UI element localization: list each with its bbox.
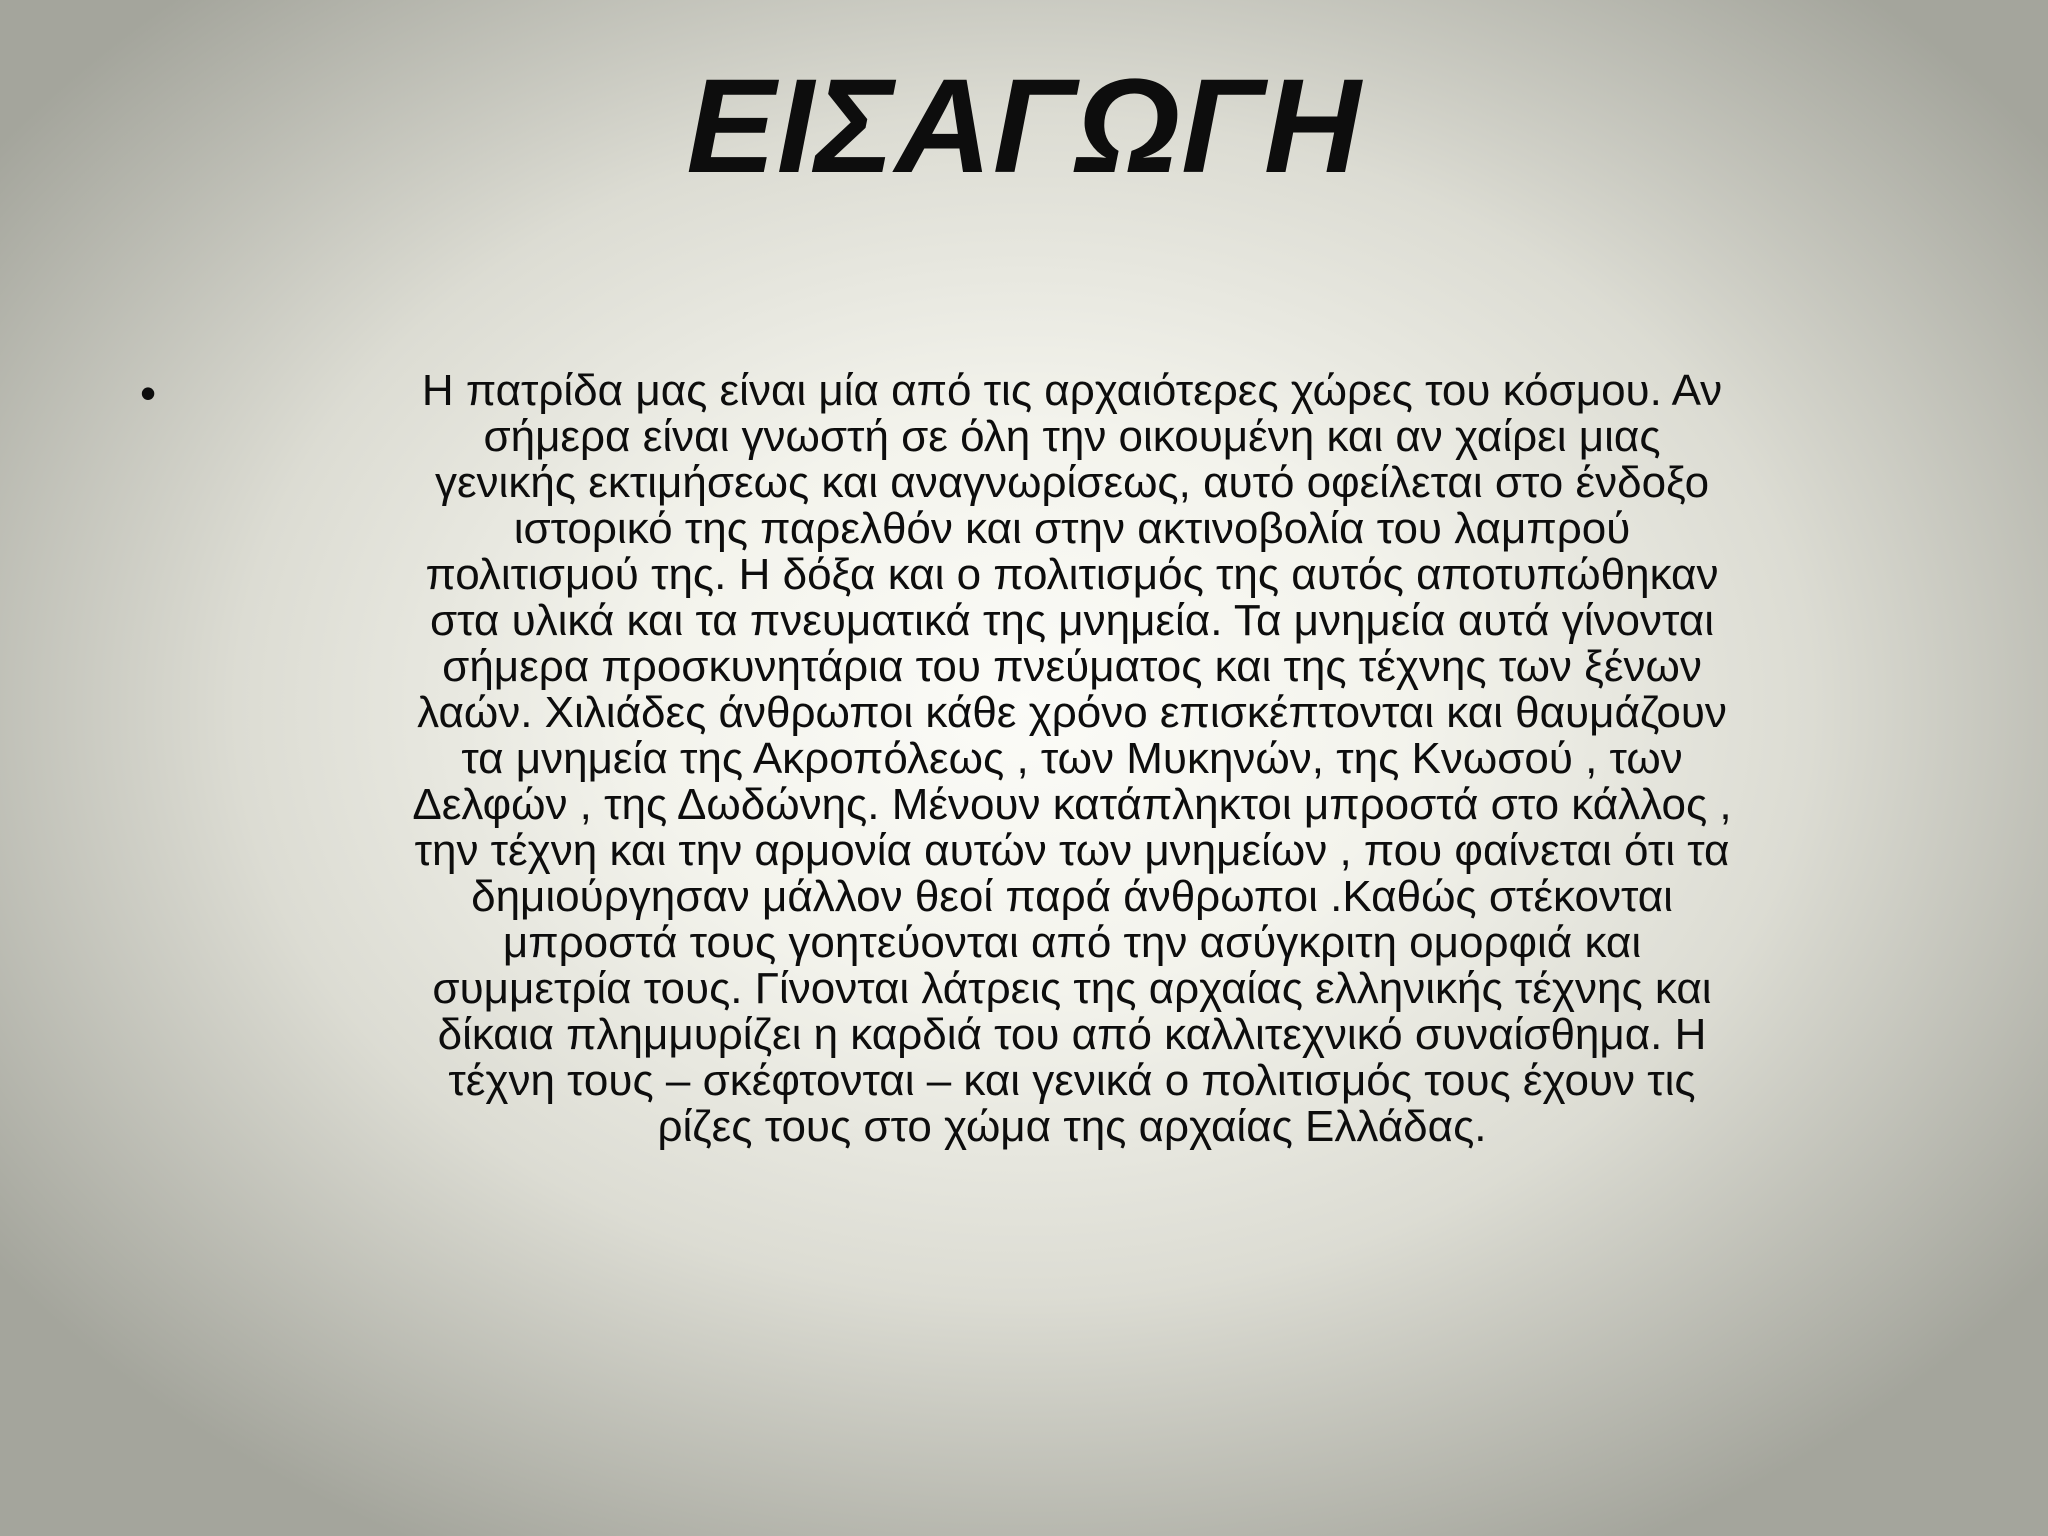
paragraph-line: δημιούργησαν μάλλον θεοί παρά άνθρωποι .Καθώς στέκονται [471,872,1673,921]
paragraph-line: μπροστά τους γοητεύονται από την ασύγκριτη ομορφιά και [502,918,1642,967]
paragraph-line: τα μνημεία της Ακροπόλεως , των Μυκηνών, της Κνωσού , των [461,734,1683,783]
paragraph-line: Η πατρίδα μας είναι μία από τις αρχαιότερες χώρες του κόσμου. Αν [421,366,1723,415]
paragraph-line: Δελφών , της Δωδώνης. Μένουν κατάπληκτοι μπροστά στο κάλλος , [412,780,1732,829]
paragraph-line: τέχνη τους – σκέφτονται – και γενικά ο πολιτισμός τους έχουν τις [448,1056,1696,1105]
paragraph-line: δίκαια πλημμυρίζει η καρδιά του από καλλιτεχνικό συναίσθημα. Η [437,1010,1707,1059]
paragraph-line: στα υλικά και τα πνευματικά της μνημεία. Τα μνημεία αυτά γίνονται [430,596,1714,645]
body-paragraph [214,368,1930,1150]
paragraph-line: σήμερα προσκυνητάρια του πνεύματος και της τέχνης των ξένων [442,642,1702,691]
paragraph-line: γενικής εκτιμήσεως και αναγνωρίσεως, αυτό οφείλεται στο ένδοξο [434,458,1710,507]
paragraph-line: πολιτισμού της. Η δόξα και ο πολιτισμός της αυτός αποτυπώθηκαν [425,550,1719,599]
bullet-item [140,368,1930,1150]
paragraph-line: ρίζες τους στο χώμα της αρχαίας Ελλάδας. [657,1102,1487,1151]
paragraph-line: συμμετρία τους. Γίνονται λάτρεις της αρχαίας ελληνικής τέχνης και [432,964,1712,1013]
paragraph-line: ιστορικό της παρελθόν και στην ακτινοβολία του λαμπρού [513,504,1631,553]
paragraph-line: σήμερα είναι γνωστή σε όλη την οικουμένη και αν χαίρει μιας [483,412,1661,461]
paragraph-line: λαών. Χιλιάδες άνθρωποι κάθε χρόνο επισκέπτονται και θαυμάζουν [417,688,1727,737]
paragraph-line: την τέχνη και την αρμονία αυτών των μνημείων , που φαίνεται ότι τα [414,826,1730,875]
slide-title: ΕΙΣΑΓΩΓΗ [686,52,1362,201]
bullet-list [140,368,1930,1150]
bullet-icon: • [140,367,157,419]
